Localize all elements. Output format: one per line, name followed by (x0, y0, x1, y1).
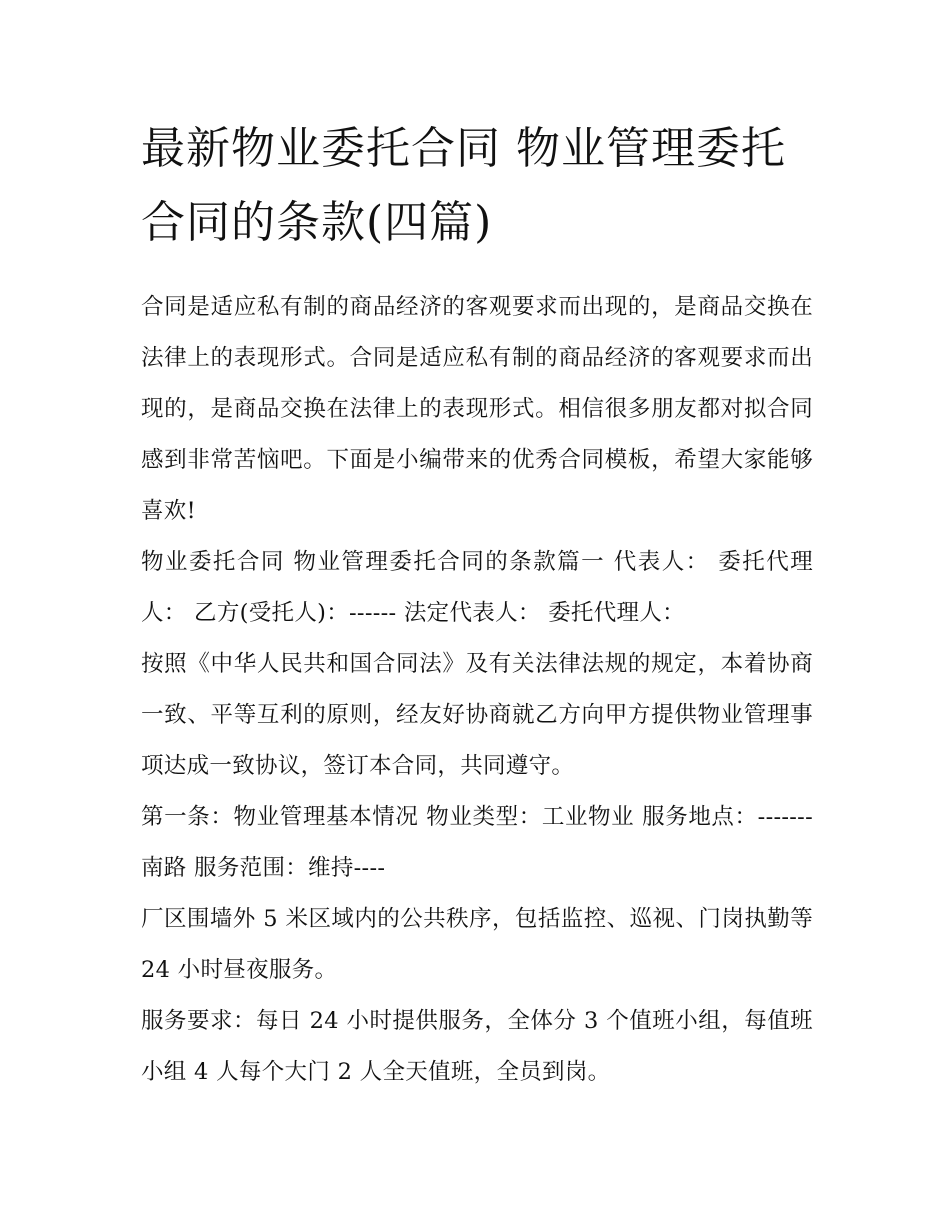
paragraph-service-scope: 厂区围墙外 5 米区域内的公共秩序，包括监控、巡视、门岗执勤等 24 小时昼夜服务。 (141, 906, 813, 983)
paragraph-parties: 物业委托合同 物业管理委托合同的条款篇一 代表人： 委托代理人： 乙方(受托人)：------ 法定代表人： 委托代理人： (141, 549, 813, 626)
paragraph-intro: 合同是适应私有制的商品经济的客观要求而出现的，是商品交换在法律上的表现形式。合同是适应私有制的商品经济的客观要求而出现的，是商品交换在法律上的表现形式。相信很多朋友都对拟合同感到非常苦恼吧。下面是小编带来的优秀合同模板，希望大家能够喜欢! (141, 294, 813, 524)
document-body (141, 112, 813, 1098)
paragraph-preamble: 按照《中华人民共和国合同法》及有关法律法规的规定，本着协商一致、平等互利的原则，经友好协商就乙方向甲方提供物业管理事项达成一致协议，签订本合同，共同遵守。 (141, 651, 813, 779)
document-title: 最新物业委托合同 物业管理委托合同的条款(四篇) (141, 123, 786, 248)
paragraph-article-one: 第一条：物业管理基本情况 物业类型：工业物业 服务地点：-------南路 服务范围：维持---- (141, 804, 813, 881)
paragraph-service-requirements: 服务要求：每日 24 小时提供服务，全体分 3 个值班小组，每值班小组 4 人每个大门 2 人全天值班，全员到岗。 (141, 1008, 813, 1085)
